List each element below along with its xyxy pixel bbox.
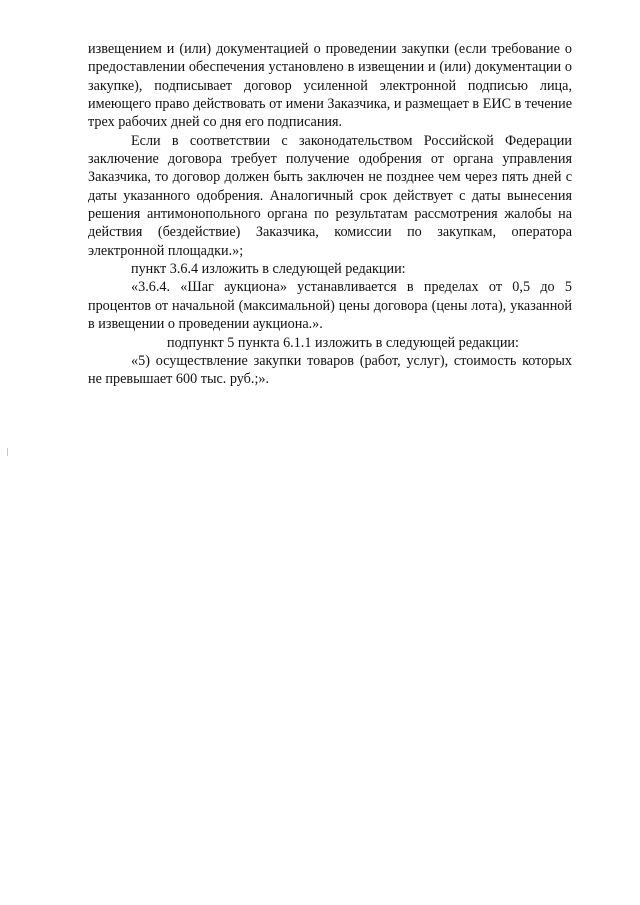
paragraph-clause-3-6-4-intro: пункт 3.6.4 изложить в следующей редакции: [131, 261, 406, 278]
paragraph-clause-3-6-4-text: «3.6.4. «Шаг аукциона» устанавливается в пределах от 0,5 до 5 процентов от начальной (максимальной) цены договора (цены лота), указанной в извещении о проведении аукциона.». [88, 279, 572, 333]
paragraph-continuation: извещением и (или) документацией о проведении закупки (если требование о предоставлении обеспечения установлено в извещении и (или) документации о закупке), подписывает договор усиленной электронной подписью лица, имеющего право действовать от имени Заказчика, и размещает в ЕИС в течение трех рабочих дней со дня его подписания. [88, 41, 572, 131]
document-body [88, 40, 572, 389]
paragraph-subclause-6-1-1-intro: подпункт 5 пункта 6.1.1 изложить в следующей редакции: [167, 334, 519, 351]
paragraph-subclause-5-text: «5) осуществление закупки товаров (работ, услуг), стоимость которых не превышает 600 тыс. руб.;». [88, 352, 572, 388]
scan-margin-mark [7, 448, 8, 456]
paragraph-approval-term: Если в соответствии с законодательством Российской Федерации заключение договора требует получение одобрения от органа управления Заказчика, то договор должен быть заключен не позднее чем через пять дней с даты указанного одобрения. Аналогичный срок действует с даты вынесения решения антимонопольного органа по результатам рассмотрения жалобы на действия (бездействие) Заказчика, комиссии по закупкам, оператора электронной площадки.»; [88, 132, 572, 259]
